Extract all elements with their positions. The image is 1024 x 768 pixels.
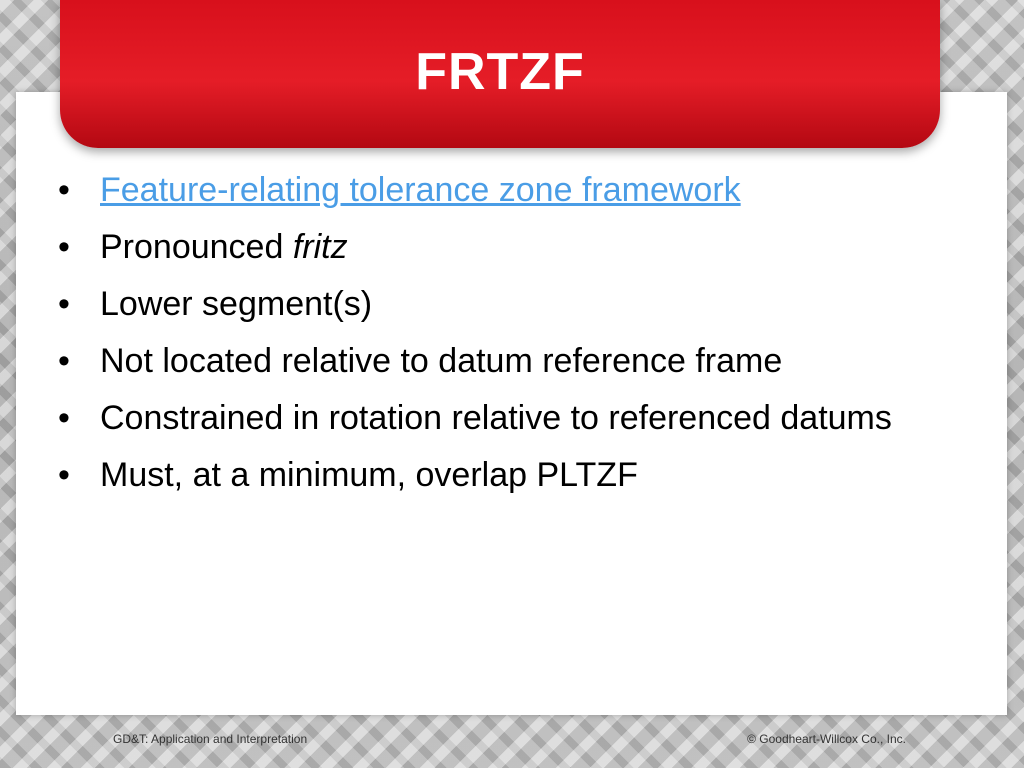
- list-item: [58, 339, 918, 383]
- list-item: [58, 225, 918, 269]
- bullet-text: Not located relative to datum reference frame: [100, 342, 783, 380]
- bullet-icon: •: [58, 228, 70, 266]
- bullet-icon: •: [58, 456, 70, 494]
- list-item: [58, 168, 918, 212]
- bullet-text: Pronounced: [100, 228, 293, 266]
- bullet-text: Constrained in rotation relative to referenced datums: [100, 399, 892, 437]
- list-item: [58, 396, 918, 440]
- title-banner: [60, 0, 940, 148]
- bullet-icon: •: [58, 342, 70, 380]
- bullet-text: Must, at a minimum, overlap PLTZF: [100, 456, 638, 494]
- footer-course-title: GD&T: Application and Interpretation: [113, 732, 308, 746]
- feature-relating-link[interactable]: Feature-relating tolerance zone framework: [100, 171, 741, 209]
- bullet-icon: •: [58, 171, 70, 209]
- footer-copyright: © Goodheart-Willcox Co., Inc.: [747, 732, 906, 746]
- slide-title: FRTZF: [415, 43, 585, 101]
- list-item: [58, 453, 918, 497]
- list-item: [58, 282, 918, 326]
- bullet-italic-text: fritz: [292, 228, 348, 266]
- bullet-icon: •: [58, 285, 70, 323]
- bullet-text: Lower segment(s): [100, 285, 373, 323]
- bullet-list: [58, 168, 918, 510]
- bullet-icon: •: [58, 399, 70, 437]
